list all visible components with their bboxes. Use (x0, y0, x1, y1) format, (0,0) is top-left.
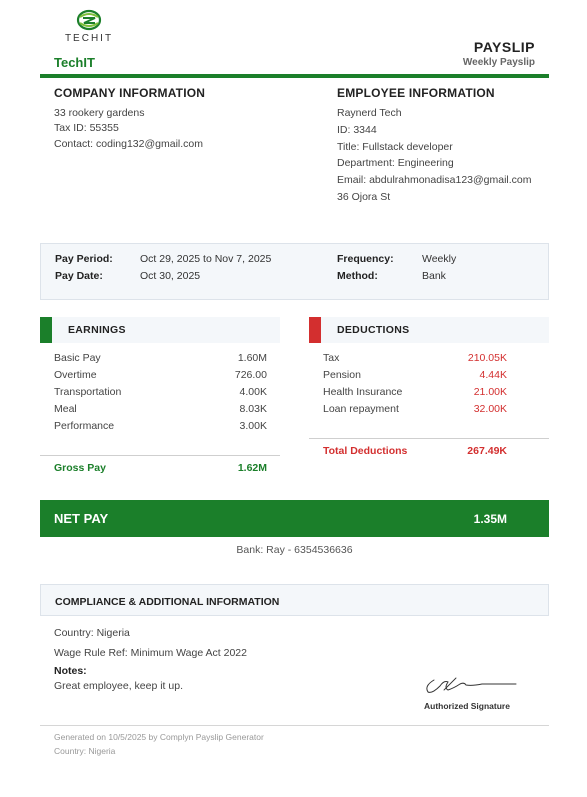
company-info-heading: COMPANY INFORMATION (54, 86, 206, 100)
company-contact: Contact: coding132@gmail.com (54, 137, 203, 150)
employee-title: Title: Fullstack developer (337, 140, 453, 153)
pay-date-value: Oct 30, 2025 (140, 270, 201, 282)
earnings-item-label: Overtime (54, 369, 97, 381)
deductions-header (309, 317, 549, 343)
logo-text: TECHIT (64, 33, 114, 44)
earnings-item-value: 8.03K (239, 403, 267, 415)
company-address: 33 rookery gardens (54, 107, 145, 119)
earnings-item-label: Meal (54, 403, 77, 415)
total-deductions-value: 267.49K (467, 445, 507, 457)
deductions-item-value: 210.05K (467, 352, 507, 364)
earnings-header (40, 317, 280, 343)
employee-info (337, 86, 557, 206)
gross-pay-value: 1.62M (237, 462, 267, 474)
method-value: Bank (422, 270, 446, 282)
total-deductions-label: Total Deductions (323, 445, 408, 457)
wage-rule-ref: Wage Rule Ref: Minimum Wage Act 2022 (54, 647, 247, 659)
company-name: TechIT (54, 55, 95, 70)
pay-date-label: Pay Date: (55, 270, 103, 282)
deductions-item-label: Tax (323, 352, 340, 364)
gross-pay-label: Gross Pay (54, 462, 106, 474)
company-logo (54, 8, 124, 42)
signature-label: Authorized Signature (424, 701, 510, 711)
pay-period-box (40, 243, 549, 300)
earnings-item-value: 726.00 (234, 369, 267, 381)
deductions-divider (309, 438, 549, 439)
page-title: PAYSLIP (473, 39, 535, 55)
earnings-heading: EARNINGS (68, 324, 126, 336)
deductions-item-value: 21.00K (473, 386, 507, 398)
employee-address: 36 Ojora St (337, 190, 391, 203)
deductions-item-label: Loan repayment (323, 403, 399, 415)
earnings-item-value: 1.60M (237, 352, 267, 364)
compliance-country: Country: Nigeria (54, 627, 130, 639)
employee-department: Department: Engineering (337, 157, 454, 170)
compliance-header (40, 584, 549, 616)
footer-generated: Generated on 10/5/2025 by Complyn Payslip Generator (54, 732, 264, 742)
earnings-item-label: Transportation (54, 386, 122, 398)
method-label: Method: (337, 270, 378, 282)
compliance-heading: COMPLIANCE & ADDITIONAL INFORMATION (55, 596, 280, 608)
frequency-label: Frequency: (337, 253, 394, 265)
earnings-bar (40, 317, 52, 343)
employee-id: ID: 3344 (337, 123, 377, 136)
employee-email: Email: abdulrahmonadisa123@gmail.com (337, 174, 532, 187)
net-pay-amount: 1.35M (473, 512, 507, 526)
employee-info-heading: EMPLOYEE INFORMATION (337, 86, 495, 100)
earnings-item-value: 4.00K (239, 386, 267, 398)
employee-name: Raynerd Tech (337, 107, 402, 119)
pay-period-value: Oct 29, 2025 to Nov 7, 2025 (140, 253, 272, 265)
deductions-heading: DEDUCTIONS (337, 324, 410, 336)
footer-divider (40, 725, 549, 726)
logo-icon (74, 8, 104, 32)
deductions-item-label: Pension (323, 369, 361, 381)
earnings-item-label: Performance (54, 420, 115, 432)
company-tax-id: Tax ID: 55355 (54, 121, 119, 134)
pay-period-label: Pay Period: (55, 253, 113, 265)
earnings-divider (40, 455, 280, 456)
deductions-item-value: 32.00K (473, 403, 507, 415)
earnings-item-label: Basic Pay (54, 352, 101, 364)
deductions-item-value: 4.44K (479, 369, 507, 381)
signature-image (420, 672, 520, 698)
earnings-item-value: 3.00K (239, 420, 267, 432)
footer-country: Country: Nigeria (54, 746, 116, 756)
net-pay-banner (40, 500, 549, 537)
deductions-bar (309, 317, 321, 343)
net-pay-label: NET PAY (54, 511, 109, 526)
deductions-item-label: Health Insurance (323, 386, 403, 398)
company-info (54, 86, 304, 152)
notes-text: Great employee, keep it up. (54, 680, 183, 692)
bank-details: Bank: Ray - 6354536636 (236, 544, 353, 556)
frequency-value: Weekly (422, 253, 457, 265)
header-divider (40, 74, 549, 78)
notes-label: Notes: (54, 665, 87, 677)
page-subtitle: Weekly Payslip (462, 57, 535, 68)
